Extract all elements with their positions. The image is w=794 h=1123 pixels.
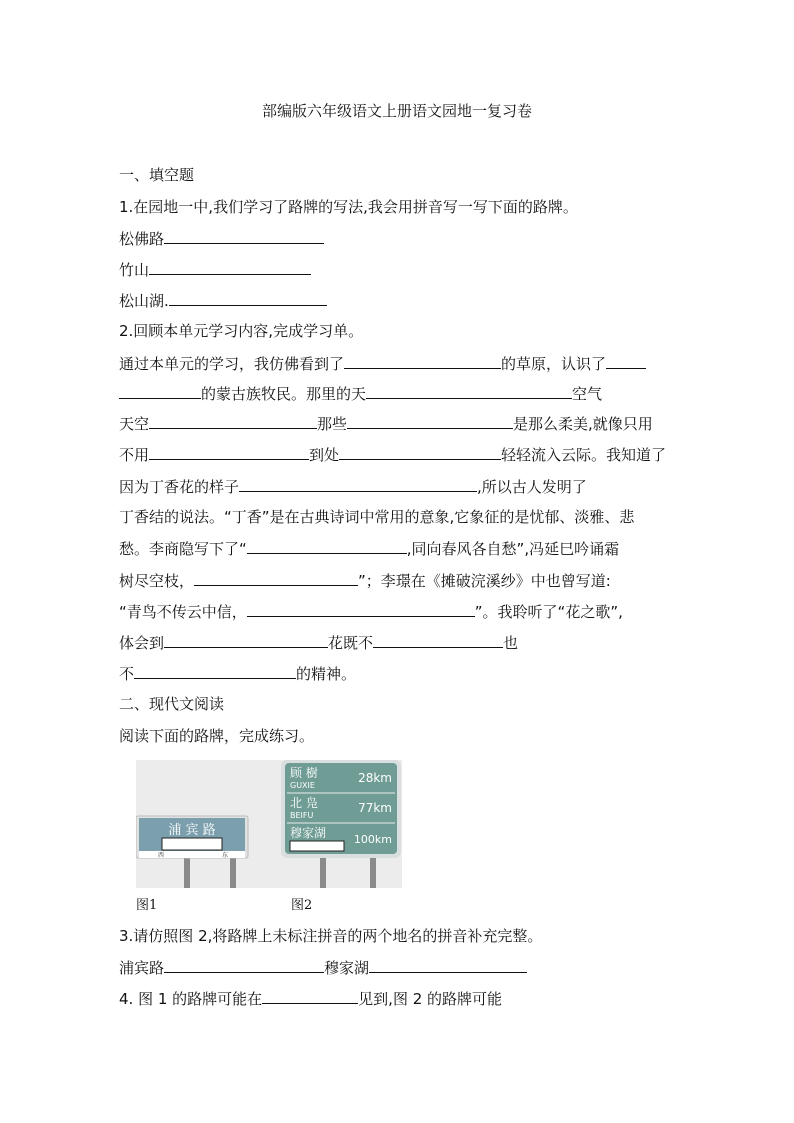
q2-line-11: [119, 663, 356, 684]
question-4: [119, 988, 502, 1009]
q2-text: 的草原，认识了: [501, 355, 607, 373]
q4-blank[interactable]: [262, 988, 358, 1004]
q2-blank[interactable]: [134, 663, 296, 679]
q2-text: 也: [503, 634, 519, 652]
q1-item-3: [119, 290, 327, 311]
q2-text: 不用: [119, 446, 150, 464]
q1-item-1: [119, 228, 324, 249]
section-heading-fill-in: 一、填空题: [119, 166, 195, 184]
q2-line-2: [119, 383, 602, 404]
sign-1-name: 浦 宾 路: [168, 823, 216, 838]
q3-label-a: 浦宾路: [119, 959, 165, 977]
q2-blank[interactable]: [119, 383, 201, 399]
q2-line-4: [119, 444, 666, 465]
q2-line-6: 丁香结的说法。“丁香”是在古典诗词中常用的意象,它象征的是忧郁、淡雅、悲: [119, 508, 635, 526]
q2-blank[interactable]: [344, 353, 501, 369]
q2-blank[interactable]: [239, 476, 477, 492]
q1-answer-blank-1[interactable]: [164, 228, 324, 244]
q2-text: 天空: [119, 415, 150, 433]
page-title: 部编版六年级语文上册语文园地一复习卷: [261, 102, 532, 120]
q3-label-b: 穆家湖: [324, 959, 370, 977]
q2-text: 那些: [317, 415, 348, 433]
q2-blank[interactable]: [366, 383, 572, 399]
sign-2-place-3: 穆家湖: [290, 826, 327, 840]
q3-blank-a[interactable]: [164, 957, 324, 973]
q2-text: 因为丁香花的样子: [119, 478, 240, 496]
q2-line-3: [119, 413, 653, 434]
q2-text: 是那么柔美,就像只用: [513, 415, 653, 433]
q2-blank[interactable]: [149, 413, 317, 429]
section-heading-reading: 二、现代文阅读: [119, 695, 225, 713]
q1-item-2: [119, 259, 311, 280]
q2-text: ”；李璟在《摊破浣溪纱》中也曾写道:: [358, 572, 611, 590]
q2-blank[interactable]: [347, 413, 513, 429]
q2-blank[interactable]: [194, 570, 358, 586]
reading-instruction: 阅读下面的路牌，完成练习。: [119, 727, 315, 745]
q3-answers: [119, 957, 527, 978]
q2-text: 通过本单元的学习，我仿佛看到了: [119, 355, 345, 373]
q2-text: ”。我聆听了“花之歌”,: [474, 603, 623, 621]
sign-1-direction-strip: [139, 851, 245, 858]
sign-1-dir-west: 西: [158, 852, 165, 859]
q2-blank[interactable]: [373, 632, 503, 648]
q2-line-1: [119, 353, 646, 374]
sign-1-dir-east: 东: [222, 852, 229, 859]
sign-2-post-right: [370, 856, 376, 888]
question-1-prompt: 1.在园地一中,我们学习了路牌的写法,我会用拼音写一写下面的路牌。: [119, 198, 578, 216]
q1-item-2-label: 竹山: [119, 261, 150, 279]
q2-text: 到处: [309, 446, 340, 464]
q2-blank[interactable]: [247, 538, 407, 554]
q1-item-1-label: 松佛路: [119, 230, 165, 248]
q2-text: “青鸟不传云中信，: [119, 603, 247, 621]
q2-text: 体会到: [119, 634, 165, 652]
sign-2-distance-3: 100km: [353, 833, 392, 846]
q2-text: ,同向春风各自愁”,冯延巳吟诵霜: [406, 540, 620, 558]
q3-blank-b[interactable]: [369, 957, 527, 973]
q2-text: 树尽空枝，: [119, 572, 195, 590]
q2-text: 不: [119, 665, 135, 683]
question-3-prompt: 3.请仿照图 2,将路牌上未标注拼音的两个地名的拼音补充完整。: [119, 927, 543, 945]
q4-text-b: 见到,图 2 的路牌可能: [358, 990, 503, 1008]
q2-text: 花既不: [328, 634, 374, 652]
q2-line-10: [119, 632, 518, 653]
q2-blank[interactable]: [606, 353, 646, 369]
sign-2-pinyin-2: BEIFU: [290, 811, 314, 820]
q2-blank[interactable]: [149, 444, 309, 460]
q2-text: 的精神。: [296, 665, 357, 683]
q2-blank[interactable]: [247, 601, 475, 617]
q2-line-5: [119, 476, 587, 497]
q2-text: 愁。李商隐写下了“: [119, 540, 247, 558]
q1-answer-blank-2[interactable]: [149, 259, 311, 275]
q2-text: 轻轻流入云际。我知道了: [501, 446, 667, 464]
q2-line-7: [119, 538, 619, 559]
road-sign-figures: [136, 760, 402, 913]
q2-line-8: [119, 570, 611, 591]
sign-2-distance-1: 28km: [358, 771, 392, 785]
q2-text: ,所以古人发明了: [477, 478, 587, 496]
sign-2-post-left: [320, 856, 326, 888]
q4-text-a: 4. 图 1 的路牌可能在: [119, 990, 263, 1008]
q2-blank[interactable]: [339, 444, 501, 460]
q2-blank[interactable]: [164, 632, 328, 648]
sign-2-place-1: 顾 樹: [290, 766, 318, 780]
q1-answer-blank-3[interactable]: [169, 290, 327, 306]
question-2-prompt: 2.回顾本单元学习内容,完成学习单。: [119, 322, 364, 340]
sign-2-distance-2: 77km: [358, 801, 392, 815]
figure-1-caption: 图1: [136, 898, 158, 913]
sign-2-pinyin-1: GUXIE: [290, 781, 315, 790]
sign-1-pinyin-blank: [162, 838, 222, 850]
q2-text: 空气: [572, 385, 603, 403]
figure-2-caption: 图2: [291, 898, 313, 913]
q2-text: 的蒙古族牧民。那里的天: [201, 385, 367, 403]
road-sign-illustration: [136, 760, 402, 910]
sign-2-place-2: 北 凫: [290, 796, 318, 810]
q2-line-9: [119, 601, 623, 622]
sign-2-pinyin-blank-3: [290, 841, 344, 851]
q1-item-3-label: 松山湖.: [119, 292, 169, 310]
